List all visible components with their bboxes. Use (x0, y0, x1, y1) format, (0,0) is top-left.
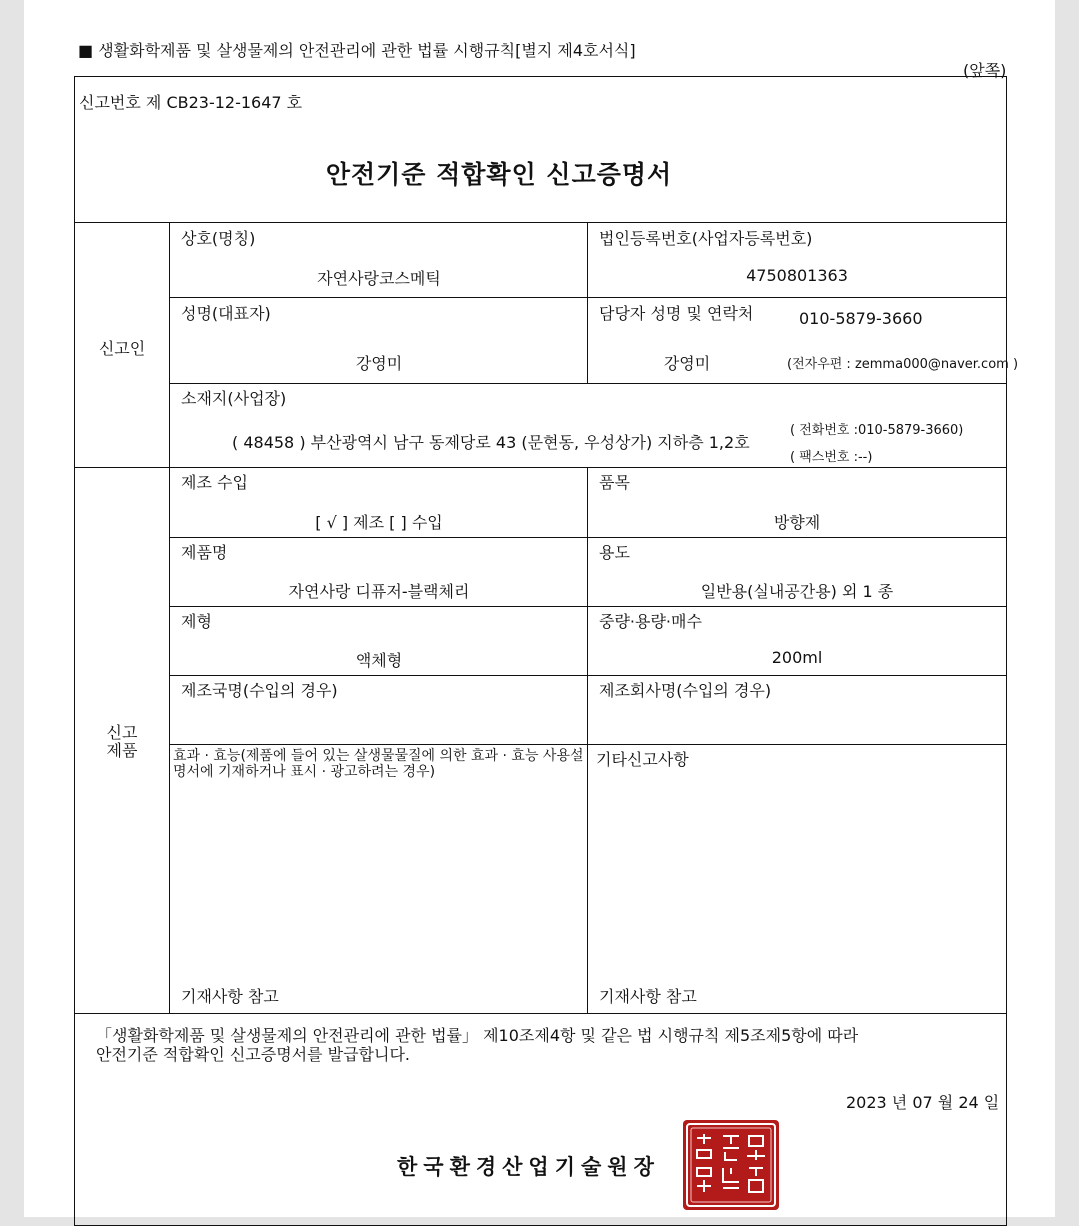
representative-value: 강영미 (355, 354, 403, 373)
statement-line1: 「생활화학제품 및 살생물제의 안전관리에 관한 법률」 제10조제4항 및 같은 법 시행규칙 제5조제5항에 따라 (96, 1026, 859, 1045)
maker-label: 제조회사명(수입의 경우) (599, 681, 772, 700)
regulation-reference: ■ 생활화학제품 및 살생물제의 안전관리에 관한 법률 시행규칙[별지 제4호서식] (78, 41, 636, 60)
page-side-label: (앞쪽) (963, 61, 1007, 80)
product-section-label-line2: 제품 (106, 741, 138, 760)
product-section-label (107, 724, 138, 760)
efficacy-note: 기재사항 참고 (181, 987, 279, 1006)
contact-label: 담당자 성명 및 연락처 (599, 304, 754, 323)
company-name-value: 자연사랑코스메틱 (317, 269, 441, 288)
item-value: 방향제 (773, 513, 821, 532)
certificate-page (24, 0, 1055, 1217)
seal-graphic (683, 1120, 779, 1210)
issuer-name: 한국환경산업기술원장 (397, 1155, 660, 1179)
usage-value: 일반용(실내공간용) 외 1 종 (700, 582, 894, 601)
item-label: 품목 (599, 473, 630, 492)
contact-phone: 010-5879-3660 (799, 309, 923, 328)
country-label: 제조국명(수입의 경우) (181, 681, 338, 700)
issuance-statement (96, 1026, 858, 1064)
divider (74, 1013, 1007, 1014)
mfg-import-label: 제조 수입 (181, 473, 248, 492)
product-name-label: 제품명 (181, 543, 228, 562)
reg-number-value: 4750801363 (746, 266, 848, 285)
fax-line: ( 팩스번호 :--) (790, 450, 873, 465)
column-divider (587, 222, 588, 383)
other-note: 기재사항 참고 (599, 987, 697, 1006)
company-name-label: 상호(명칭) (181, 229, 256, 248)
usage-label: 용도 (599, 543, 630, 562)
address-label: 소재지(사업장) (181, 389, 287, 408)
product-name-value: 자연사랑 디퓨저-블랙체리 (288, 582, 470, 601)
divider (169, 675, 1007, 676)
divider (74, 467, 1007, 468)
weight-value: 200ml (771, 648, 823, 667)
contact-name: 강영미 (663, 354, 711, 373)
official-seal (683, 1120, 779, 1210)
divider (169, 537, 1007, 538)
representative-label: 성명(대표자) (181, 304, 271, 323)
reporter-section-label: 신고인 (98, 339, 146, 358)
efficacy-label-line1: 효과 · 효능(제품에 들어 있는 살생물물질에 의한 효과 · 효능 사용설 (173, 748, 584, 764)
form-label: 제형 (181, 612, 212, 631)
column-divider (587, 467, 588, 1013)
form-value: 액체형 (355, 651, 403, 670)
mfg-import-value: [ √ ] 제조 [ ] 수입 (315, 513, 443, 532)
reg-number-label: 법인등록번호(사업자등록번호) (599, 229, 813, 248)
issue-date: 2023 년 07 월 24 일 (846, 1093, 1000, 1112)
report-number: 신고번호 제 CB23-12-1647 호 (79, 93, 303, 112)
other-label: 기타신고사항 (596, 750, 689, 769)
phone-line: ( 전화번호 :010-5879-3660) (790, 423, 964, 438)
divider (169, 297, 1007, 298)
product-section-label-line1: 신고 (106, 723, 138, 742)
divider (169, 383, 1007, 384)
document-title: 안전기준 적합확인 신고증명서 (325, 160, 673, 189)
divider (169, 744, 1007, 745)
efficacy-label-line2: 명서에 기재하거나 표시 · 광고하려는 경우) (173, 764, 436, 780)
statement-line2: 안전기준 적합확인 신고증명서를 발급합니다. (96, 1045, 411, 1064)
column-divider (169, 222, 170, 1013)
contact-email: (전자우편 : zemma000@naver.com ) (787, 357, 1019, 372)
weight-label: 중량·용량·매수 (599, 612, 702, 631)
divider (169, 606, 1007, 607)
efficacy-label (173, 748, 584, 780)
divider (74, 222, 1007, 223)
address-value: ( 48458 ) 부산광역시 남구 동제당로 43 (문현동, 우성상가) 지하층 1,2호 (232, 433, 750, 452)
